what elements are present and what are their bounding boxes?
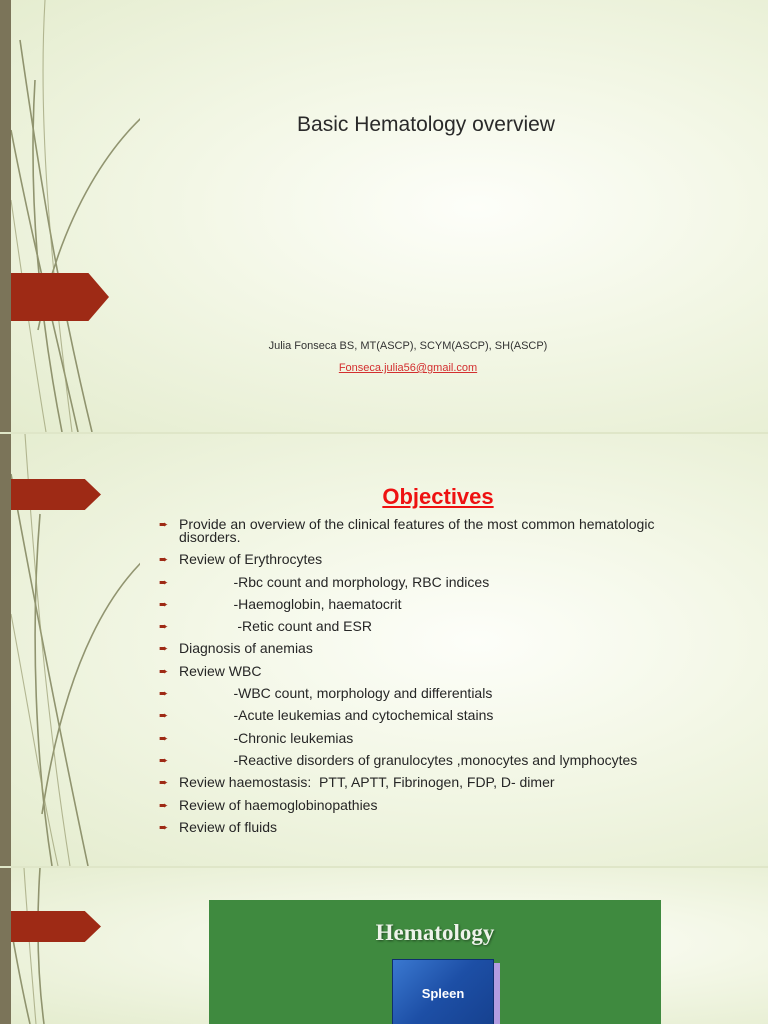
slide-title <box>0 0 768 432</box>
arrow-right-icon: ➨ <box>159 576 169 589</box>
arrow-right-icon: ➨ <box>159 688 169 701</box>
list-item: ➨ Review of Erythrocytes <box>159 551 323 568</box>
list-item: ➨ -Retic count and ESR <box>159 618 372 635</box>
arrow-right-icon: ➨ <box>159 598 169 611</box>
author-credentials: Julia Fonseca BS, MT(ASCP), SCYM(ASCP), SH(ASCP) <box>268 340 548 352</box>
list-item: ➨ -WBC count, morphology and differentials <box>159 685 493 702</box>
presentation-title: Basic Hematology overview <box>297 113 555 136</box>
arrow-right-icon: ➨ <box>159 799 169 812</box>
arrow-right-icon: ➨ <box>159 710 169 723</box>
list-item: ➨ Review of haemoglobinopathies <box>159 796 378 813</box>
list-item: ➨ Review WBC <box>159 662 262 679</box>
section-tab-marker <box>11 273 109 321</box>
slide-objectives <box>0 434 768 866</box>
left-accent-bar <box>0 868 11 1024</box>
arrow-right-icon: ➨ <box>159 665 169 678</box>
spleen-label: Spleen <box>421 986 465 1001</box>
arrow-right-icon: ➨ <box>159 777 169 790</box>
grass-decoration <box>0 868 140 1024</box>
list-item: ➨ -Chronic leukemias <box>159 729 354 746</box>
list-item: ➨ -Acute leukemias and cytochemical stains <box>159 707 494 724</box>
arrow-right-icon: ➨ <box>159 643 169 656</box>
arrow-right-icon: ➨ <box>159 732 169 745</box>
section-tab-marker <box>11 911 101 942</box>
objectives-heading: Objectives <box>382 484 494 509</box>
arrow-right-icon: ➨ <box>159 519 169 531</box>
hematology-image-panel <box>209 900 661 1024</box>
list-item: ➨ Review haemostasis: PTT, APTT, Fibrinogen, FDP, D- dimer <box>159 774 555 791</box>
arrow-right-icon: ➨ <box>159 621 169 634</box>
arrow-right-icon: ➨ <box>159 754 169 767</box>
list-item: ➨ Provide an overview of the clinical features of the most common hematologic disorders. <box>159 516 655 545</box>
spleen-box <box>392 959 494 1024</box>
arrow-right-icon: ➨ <box>159 554 169 567</box>
arrow-right-icon: ➨ <box>159 821 169 834</box>
objectives-list <box>158 518 688 843</box>
list-item: ➨ Review of fluids <box>159 818 278 835</box>
list-item: ➨ -Rbc count and morphology, RBC indices <box>159 573 490 590</box>
author-email-link[interactable]: Fonseca.julia56@gmail.com <box>338 362 478 374</box>
slide-hematology <box>0 868 768 1024</box>
panel-title: Hematology <box>375 920 495 945</box>
list-item: ➨ -Haemoglobin, haematocrit <box>159 595 402 612</box>
list-item: ➨ -Reactive disorders of granulocytes ,monocytes and lymphocytes <box>159 751 638 768</box>
list-item: ➨ Diagnosis of anemias <box>159 640 313 657</box>
